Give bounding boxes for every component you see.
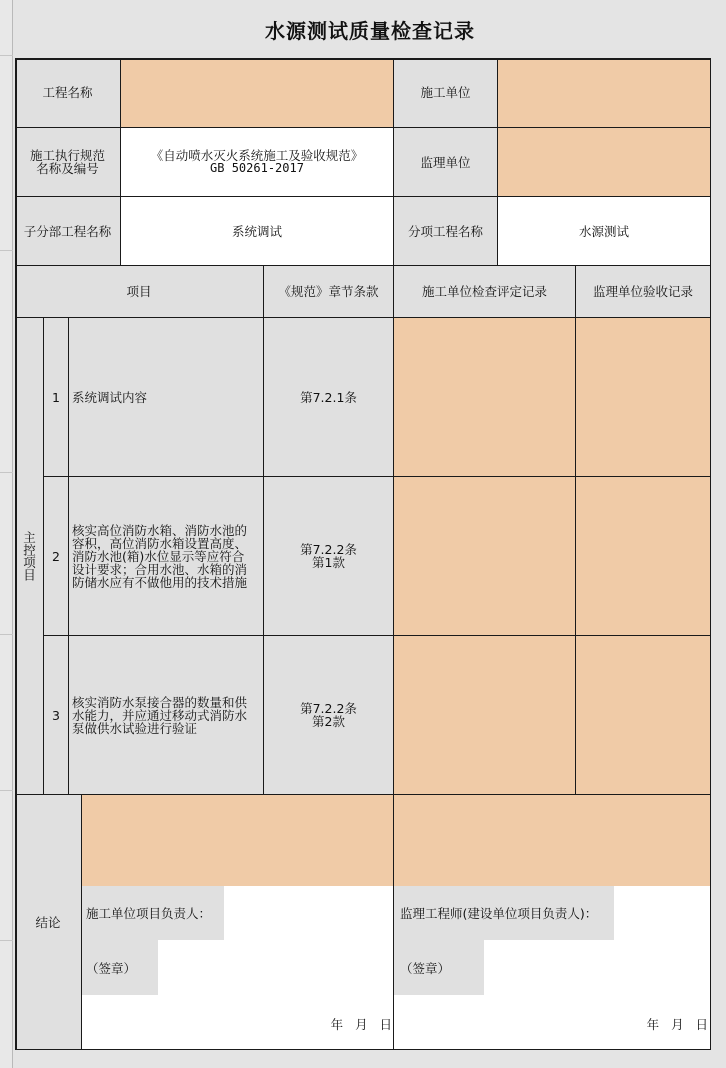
- item-clause: 第7.2.2条 第2款: [264, 636, 394, 795]
- conclusion-label: 结论: [15, 795, 82, 1050]
- col-item-header: 项目: [15, 266, 264, 318]
- supervision-unit-label: 监理单位: [394, 128, 498, 197]
- row-header-strip: [0, 0, 13, 1068]
- right-margin: [711, 58, 726, 1068]
- supervision-engineer-label: 监理工程师(建设单位项目负责人)：: [394, 886, 614, 940]
- sub-project-value[interactable]: 系统调试: [121, 197, 394, 266]
- row-divider: [0, 634, 13, 635]
- row-divider: [0, 790, 13, 791]
- supervision-unit-input[interactable]: [498, 128, 711, 197]
- supervision-seal-label: （签章）: [394, 940, 484, 995]
- supervision-date: 年 月 日: [646, 1017, 708, 1032]
- item-number: 1: [44, 318, 69, 477]
- item-content: 核实高位消防水箱、消防水池的容积，高位消防水箱设置高度、消防水池(箱)水位显示等应符合设计要求；合用水池、水箱的消防储水应有不做他用的技术措施: [69, 477, 264, 636]
- supervision-record-input[interactable]: [576, 636, 711, 795]
- item-number: 2: [44, 477, 69, 636]
- row-divider: [0, 472, 13, 473]
- construction-unit-input[interactable]: [498, 58, 711, 128]
- construction-manager-label: 施工单位项目负责人：: [82, 886, 224, 940]
- col-clause-header: 《规范》章节条款: [264, 266, 394, 318]
- item-clause: 第7.2.2条 第1款: [264, 477, 394, 636]
- construction-conclusion-input[interactable]: [82, 795, 394, 886]
- construction-record-input[interactable]: [394, 477, 576, 636]
- construction-seal-label: （签章）: [82, 940, 158, 995]
- item-content: 系统调试内容: [69, 318, 264, 477]
- item-clause: 第7.2.1条: [264, 318, 394, 477]
- project-name-label: 工程名称: [15, 58, 121, 128]
- row-divider: [0, 940, 13, 941]
- project-name-input[interactable]: [121, 58, 394, 128]
- main-items-label: 主控项目: [15, 318, 44, 795]
- construction-date: 年 月 日: [330, 1017, 392, 1032]
- supervision-record-input[interactable]: [576, 477, 711, 636]
- row-divider: [0, 250, 13, 251]
- spec-name: 《自动喷水灭火系统施工及验收规范》: [150, 148, 364, 163]
- construction-unit-label: 施工单位: [394, 58, 498, 128]
- spec-code: GB 50261-2017: [210, 161, 304, 175]
- supervision-record-input[interactable]: [576, 318, 711, 477]
- item-number: 3: [44, 636, 69, 795]
- col-supervision-record-header: 监理单位验收记录: [576, 266, 711, 318]
- row-divider: [0, 55, 13, 56]
- item-content: 核实消防水泵接合器的数量和供水能力，并应通过移动式消防水泵做供水试验进行验证: [69, 636, 264, 795]
- supervision-conclusion-input[interactable]: [394, 795, 711, 886]
- construction-record-input[interactable]: [394, 318, 576, 477]
- sub-project-label: 子分部工程名称: [15, 197, 121, 266]
- spec-value[interactable]: [121, 128, 394, 197]
- construction-record-input[interactable]: [394, 636, 576, 795]
- item-project-label: 分项工程名称: [394, 197, 498, 266]
- col-construction-record-header: 施工单位检查评定记录: [394, 266, 576, 318]
- spec-label: 施工执行规范名称及编号: [15, 128, 121, 197]
- page-title: 水源测试质量检查记录: [14, 0, 726, 58]
- item-project-value[interactable]: 水源测试: [498, 197, 711, 266]
